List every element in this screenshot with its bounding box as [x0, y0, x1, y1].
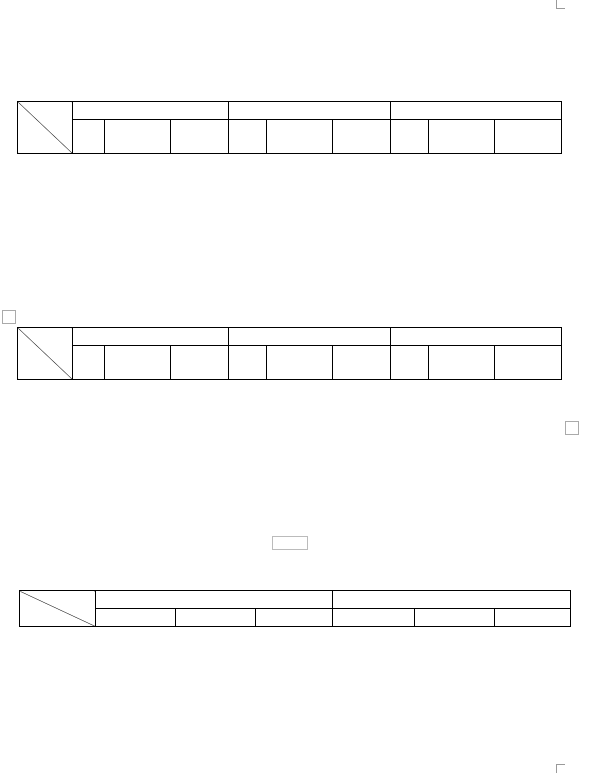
name-header	[105, 120, 171, 154]
200m-results-table	[19, 590, 571, 627]
class-header	[73, 346, 105, 380]
corner-header	[20, 591, 96, 627]
event-header	[391, 102, 562, 120]
name-header	[415, 609, 495, 627]
event-header	[333, 591, 571, 609]
event-header	[229, 328, 391, 346]
score-header	[495, 346, 562, 380]
class-header	[73, 120, 105, 154]
class-header	[391, 120, 429, 154]
score-header	[171, 346, 229, 380]
girls-results-table	[17, 327, 562, 380]
table-move-handle-icon[interactable]	[2, 310, 16, 324]
class-header	[229, 346, 267, 380]
score-header	[495, 609, 571, 627]
name-header	[429, 346, 495, 380]
score-header	[495, 120, 562, 154]
corner-header	[18, 102, 73, 154]
table-resize-handle-icon[interactable]	[564, 535, 576, 547]
score-header	[256, 609, 333, 627]
event-header	[73, 102, 229, 120]
page-corner-mark	[556, 764, 565, 773]
boys-results-table	[17, 101, 562, 154]
class-header	[333, 609, 415, 627]
score-header	[333, 346, 391, 380]
page-corner-mark	[556, 0, 565, 9]
add-row-button[interactable]	[272, 536, 308, 550]
name-header	[429, 120, 495, 154]
name-header	[267, 346, 333, 380]
score-header	[171, 120, 229, 154]
class-header	[96, 609, 176, 627]
name-header	[267, 120, 333, 154]
add-column-button[interactable]	[565, 421, 579, 435]
name-header	[105, 346, 171, 380]
event-header	[391, 328, 562, 346]
event-header	[73, 328, 229, 346]
class-header	[229, 120, 267, 154]
corner-header	[18, 328, 73, 380]
class-header	[391, 346, 429, 380]
event-header	[229, 102, 391, 120]
event-header	[96, 591, 333, 609]
score-header	[333, 120, 391, 154]
name-header	[176, 609, 256, 627]
